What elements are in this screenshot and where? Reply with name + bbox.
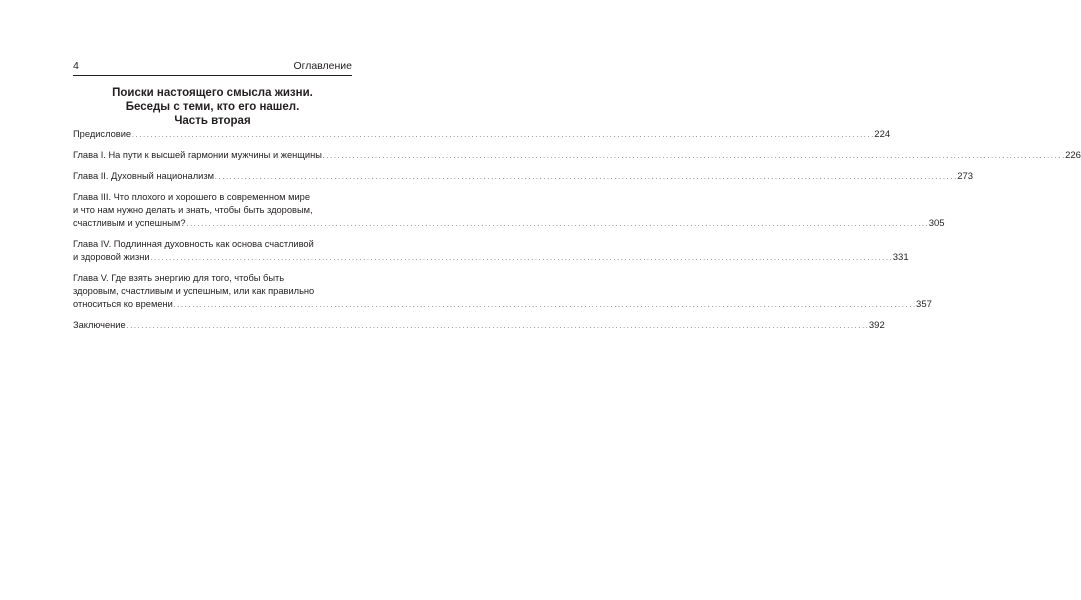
toc-entry-last-line [73, 128, 891, 143]
toc-entry-last-line [73, 170, 974, 185]
dot-leader: . . . . . . . . . . . . . . . . . . . . . . . . . . . . . . . . . . . . . . . . . . . . . . . . . . . . . . . . . . . . . . . . . . . . . . . . . . . . . . . . . . . . . . . . . . . . . . . . . . . . . . . . . . . . . . . . . . . . . . . . . . . . . . . . . . . . . . . . . . . . . . . . . . . . . . . . . . . . . . . . . . . . . . . . . . . . . . . . . . . . . . . . . . . . . . . . . . . . . . . [173, 303, 916, 309]
toc-entry [73, 170, 974, 185]
part-title [73, 86, 352, 128]
table-of-contents [73, 128, 1081, 340]
toc-page-number: 226 [1065, 150, 1081, 161]
part-title-line: Часть вторая [174, 115, 251, 127]
toc-entry-text: Глава II. Духовный национализм [73, 171, 214, 181]
toc-page-number: 331 [892, 252, 909, 263]
toc-entry-last-line [73, 251, 909, 266]
running-head [73, 59, 352, 74]
dot-leader: . . . . . . . . . . . . . . . . . . . . . . . . . . . . . . . . . . . . . . . . . . . . . . . . . . . . . . . . . . . . . . . . . . . . . . . . . . . . . . . . . . . . . . . . . . . . . . . . . . . . . . . . . . . . . . . . . . . . . . . . . . . . . . . . . . . . . . . . . . . . . . . . . . . . . . . . . . . . . . . . . . . . . . . . . . . . . . . . . . . . . . . . . . . . . . . . . . . . . . . [126, 324, 868, 330]
dot-leader: . . . . . . . . . . . . . . . . . . . . . . . . . . . . . . . . . . . . . . . . . . . . . . . . . . . . . . . . . . . . . . . . . . . . . . . . . . . . . . . . . . . . . . . . . . . . . . . . . . . . . . . . . . . . . . . . . . . . . . . . . . . . . . . . . . . . . . . . . . . . . . . . . . . . . . . . . . . . . . . . . . . . . . . . . . . . . . . . . . . . . . . . . . . . . . . . . . . . . . . [215, 175, 957, 181]
page-number: 4 [73, 60, 79, 72]
toc-entry-text: Глава III. Что плохого и хорошего в современном мире [73, 192, 311, 202]
toc-page-number: 305 [928, 218, 945, 229]
toc-entry [73, 149, 1081, 164]
toc-page-number: 224 [874, 129, 891, 140]
toc-entry-text: и здоровой жизни [73, 252, 150, 262]
toc-entry-text: Глава V. Где взять энергию для того, чтобы быть [73, 273, 285, 283]
toc-page-number: 273 [957, 171, 974, 182]
toc-entry-text: и что нам нужно делать и знать, чтобы быть здоровым, [73, 205, 313, 215]
toc-entry-text: Глава IV. Подлинная духовность как основа счастливой [73, 239, 314, 249]
part-title-line: Поиски настоящего смысла жизни. [112, 87, 313, 99]
running-head-title: Оглавление [293, 60, 352, 72]
toc-entry-last-line [73, 217, 945, 232]
header-rule [73, 75, 352, 76]
toc-entry [73, 128, 891, 143]
toc-entry-text: Заключение [73, 320, 126, 330]
toc-entry [73, 319, 885, 334]
toc-entry [73, 238, 909, 266]
toc-entry-text: относиться ко времени [73, 299, 173, 309]
dot-leader: . . . . . . . . . . . . . . . . . . . . . . . . . . . . . . . . . . . . . . . . . . . . . . . . . . . . . . . . . . . . . . . . . . . . . . . . . . . . . . . . . . . . . . . . . . . . . . . . . . . . . . . . . . . . . . . . . . . . . . . . . . . . . . . . . . . . . . . . . . . . . . . . . . . . . . . . . . . . . . . . . . . . . . . . . . . . . . . . . . . . . . . . . . . . . . . . . . . . . . . [322, 154, 1065, 160]
toc-entry [73, 272, 932, 313]
toc-entry-text: Глава I. На пути к высшей гармонии мужчины и женщины [73, 150, 322, 160]
toc-entry-last-line [73, 319, 885, 334]
dot-leader: . . . . . . . . . . . . . . . . . . . . . . . . . . . . . . . . . . . . . . . . . . . . . . . . . . . . . . . . . . . . . . . . . . . . . . . . . . . . . . . . . . . . . . . . . . . . . . . . . . . . . . . . . . . . . . . . . . . . . . . . . . . . . . . . . . . . . . . . . . . . . . . . . . . . . . . . . . . . . . . . . . . . . . . . . . . . . . . . . . . . . . . . . . . . . . . . . . . . . . . [150, 256, 892, 262]
dot-leader: . . . . . . . . . . . . . . . . . . . . . . . . . . . . . . . . . . . . . . . . . . . . . . . . . . . . . . . . . . . . . . . . . . . . . . . . . . . . . . . . . . . . . . . . . . . . . . . . . . . . . . . . . . . . . . . . . . . . . . . . . . . . . . . . . . . . . . . . . . . . . . . . . . . . . . . . . . . . . . . . . . . . . . . . . . . . . . . . . . . . . . . . . . . . . . . . . . . . . . . [132, 133, 874, 139]
toc-entry-text: Предисловие [73, 129, 132, 139]
toc-entry-last-line [73, 298, 932, 313]
dot-leader: . . . . . . . . . . . . . . . . . . . . . . . . . . . . . . . . . . . . . . . . . . . . . . . . . . . . . . . . . . . . . . . . . . . . . . . . . . . . . . . . . . . . . . . . . . . . . . . . . . . . . . . . . . . . . . . . . . . . . . . . . . . . . . . . . . . . . . . . . . . . . . . . . . . . . . . . . . . . . . . . . . . . . . . . . . . . . . . . . . . . . . . . . . . . . . . . . . . . . . . [186, 222, 928, 228]
part-title-line: Беседы с теми, кто его нашел. [125, 101, 300, 113]
toc-page-number: 357 [916, 299, 932, 310]
toc-entry-text: здоровым, счастливым и успешным, или как правильно [73, 286, 315, 296]
toc-entry [73, 191, 945, 232]
toc-entry-text: счастливым и успешным? [73, 218, 186, 228]
toc-entry-last-line [73, 149, 1081, 164]
toc-page-number: 392 [868, 320, 885, 331]
